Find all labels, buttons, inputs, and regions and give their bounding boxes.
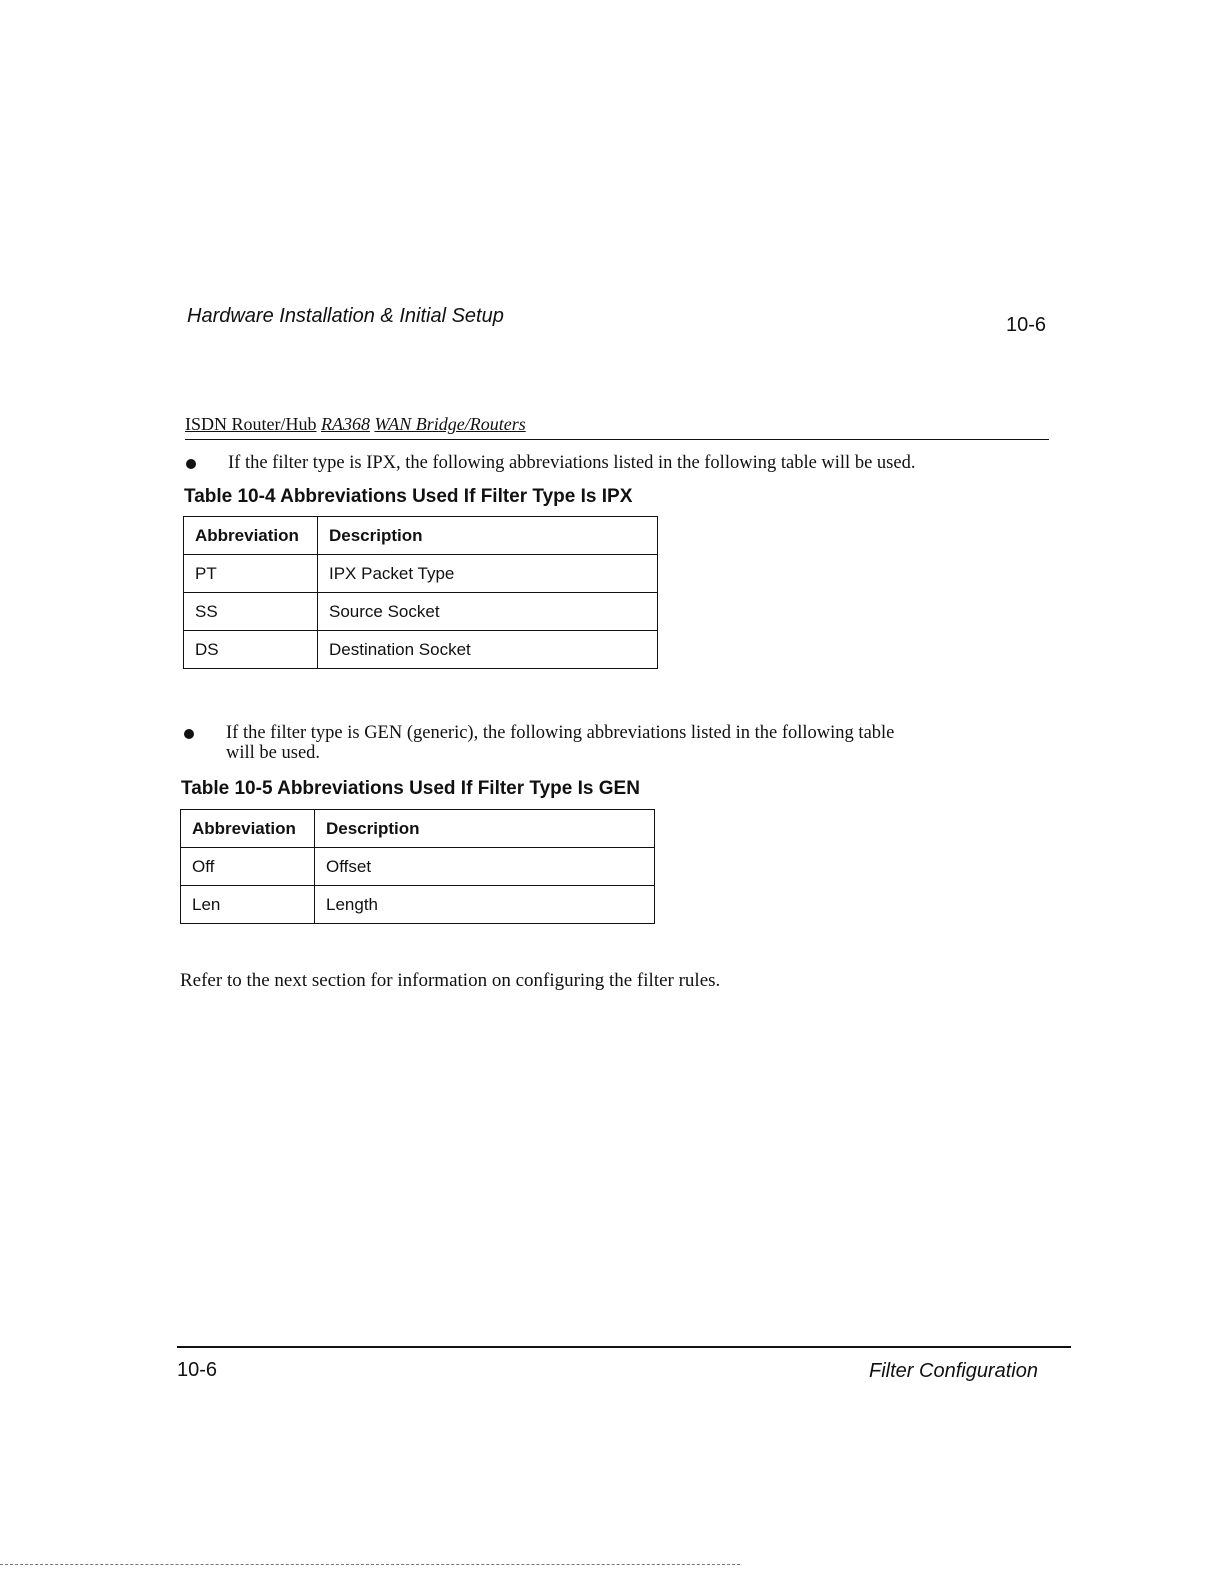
abbreviation-cell: PT — [184, 555, 318, 593]
abbreviations-table-gen — [180, 809, 655, 924]
column-header-abbreviation: Abbreviation — [181, 810, 315, 848]
description-cell: Offset — [315, 848, 655, 886]
document-header-prefix: ISDN Router/Hub — [185, 414, 317, 434]
header-rule — [185, 439, 1049, 440]
footer-rule — [177, 1346, 1071, 1348]
scan-edge-line — [0, 1564, 740, 1565]
bullet-icon — [184, 729, 194, 739]
table-title-gen: Table 10-5 Abbreviations Used If Filter Type Is GEN — [181, 778, 640, 799]
closing-paragraph: Refer to the next section for information on configuring the filter rules. — [180, 970, 721, 991]
running-header-page-number: 10-6 — [1006, 314, 1047, 336]
running-header-title: Hardware Installation & Initial Setup — [187, 305, 504, 327]
abbreviation-cell: Off — [181, 848, 315, 886]
document-header-suffix: WAN Bridge/Routers — [374, 414, 526, 434]
table-row — [184, 631, 658, 669]
table-header-row — [184, 517, 658, 555]
bullet-gen — [184, 721, 1064, 771]
table-row — [184, 593, 658, 631]
table-row — [181, 886, 655, 924]
bullet-ipx-text: If the filter type is IPX, the following abbreviations listed in the following table will be used. — [228, 453, 916, 473]
footer-page-number: 10-6 — [177, 1359, 218, 1381]
bullet-ipx — [186, 451, 1066, 481]
abbreviation-cell: DS — [184, 631, 318, 669]
description-cell: Destination Socket — [318, 631, 658, 669]
table-row — [181, 848, 655, 886]
abbreviation-cell: SS — [184, 593, 318, 631]
description-cell: Source Socket — [318, 593, 658, 631]
column-header-description: Description — [315, 810, 655, 848]
table-header-row — [181, 810, 655, 848]
bullet-icon — [186, 459, 196, 469]
bullet-gen-text-line2: will be used. — [226, 743, 321, 763]
document-header — [185, 414, 526, 435]
bullet-gen-text-line1: If the filter type is GEN (generic), the following abbreviations listed in the following table — [226, 723, 895, 743]
footer-section-title: Filter Configuration — [869, 1360, 1038, 1382]
table-title-ipx: Table 10-4 Abbreviations Used If Filter Type Is IPX — [184, 486, 633, 507]
abbreviation-cell: Len — [181, 886, 315, 924]
table-row — [184, 555, 658, 593]
document-header-model: RA368 — [321, 414, 370, 434]
description-cell: IPX Packet Type — [318, 555, 658, 593]
column-header-description: Description — [318, 517, 658, 555]
column-header-abbreviation: Abbreviation — [184, 517, 318, 555]
description-cell: Length — [315, 886, 655, 924]
abbreviations-table-ipx — [183, 516, 658, 669]
